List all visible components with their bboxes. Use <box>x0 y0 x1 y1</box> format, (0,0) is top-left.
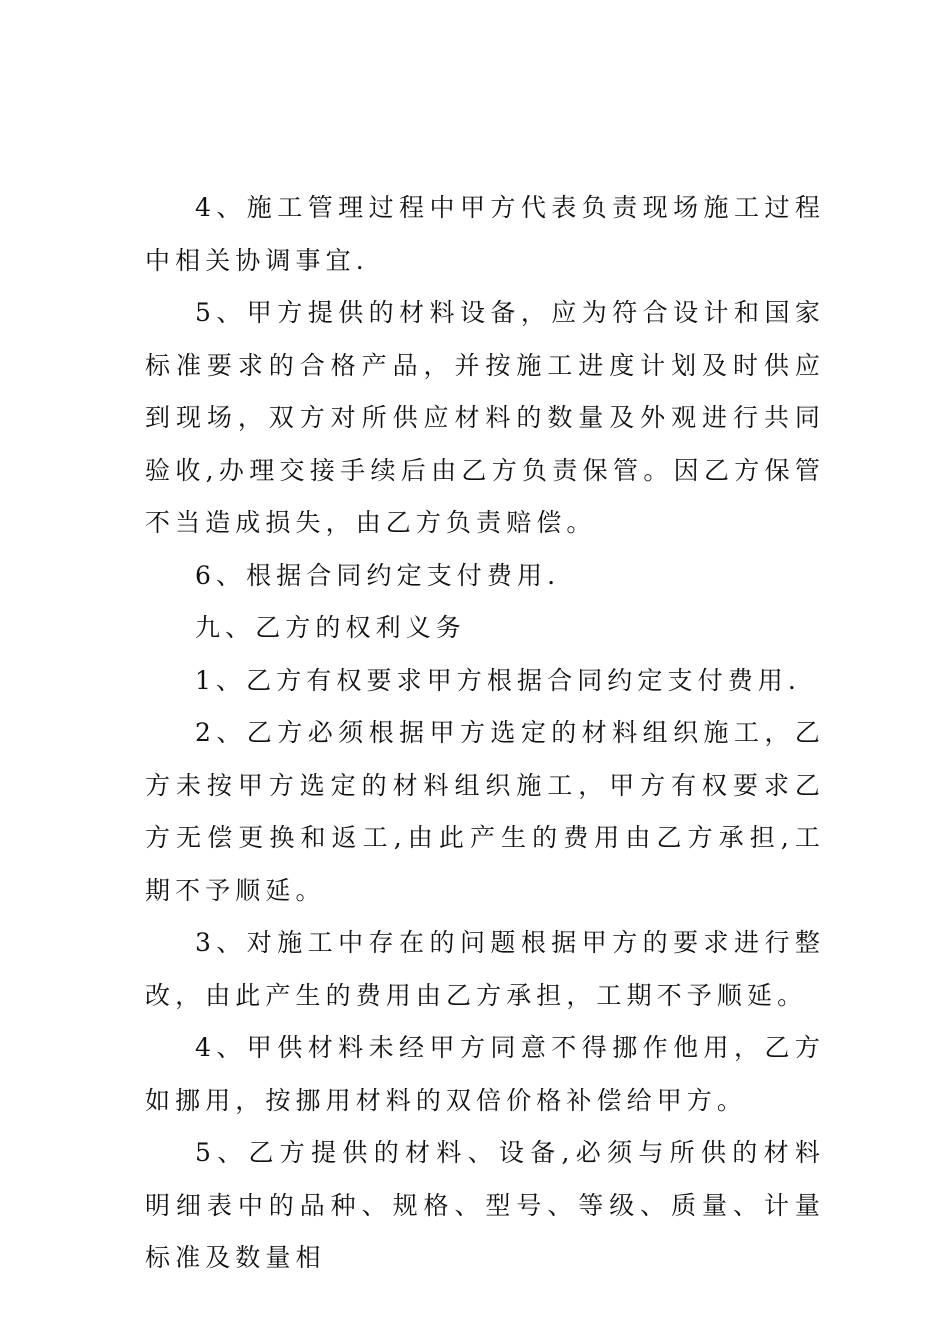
section-heading-contractor-rights: 九、乙方的权利义务 <box>195 613 466 642</box>
paragraph-contractor-materials: 2、乙方必须根据甲方选定的材料组织施工，乙方未按甲方选定的材料组织施工，甲方有权要求乙方无偿更换和返工,由此产生的费用由乙方承担,工期不予顺延。 <box>145 718 825 905</box>
paragraph-payment: 6、根据合同约定支付费用. <box>195 560 561 590</box>
paragraph-supplied-materials-misuse: 4、甲供材料未经甲方同意不得挪作他用，乙方如挪用，按挪用材料的双倍价格补偿给甲方。 <box>145 1033 825 1115</box>
paragraph-owner-rep-coordination: 4、施工管理过程中甲方代表负责现场施工过程中相关协调事宜. <box>145 193 825 275</box>
document-body <box>145 182 825 1285</box>
paragraph-contractor-supplied-materials: 5、乙方提供的材料、设备,必须与所供的材料明细表中的品种、规格、型号、等级、质量、计量标准及数量相 <box>145 1138 825 1272</box>
paragraph-rectification: 3、对施工中存在的问题根据甲方的要求进行整改，由此产生的费用由乙方承担，工期不予顺延。 <box>145 928 825 1010</box>
paragraph-contractor-payment-right: 1、乙方有权要求甲方根据合同约定支付费用. <box>195 665 801 695</box>
paragraph-owner-materials: 5、甲方提供的材料设备，应为符合设计和国家标准要求的合格产品，并按施工进度计划及时供应到现场，双方对所供应材料的数量及外观进行共同验收,办理交接手续后由乙方负责保管。因乙方保管不当造成损失，由乙方负责赔偿。 <box>145 298 825 537</box>
